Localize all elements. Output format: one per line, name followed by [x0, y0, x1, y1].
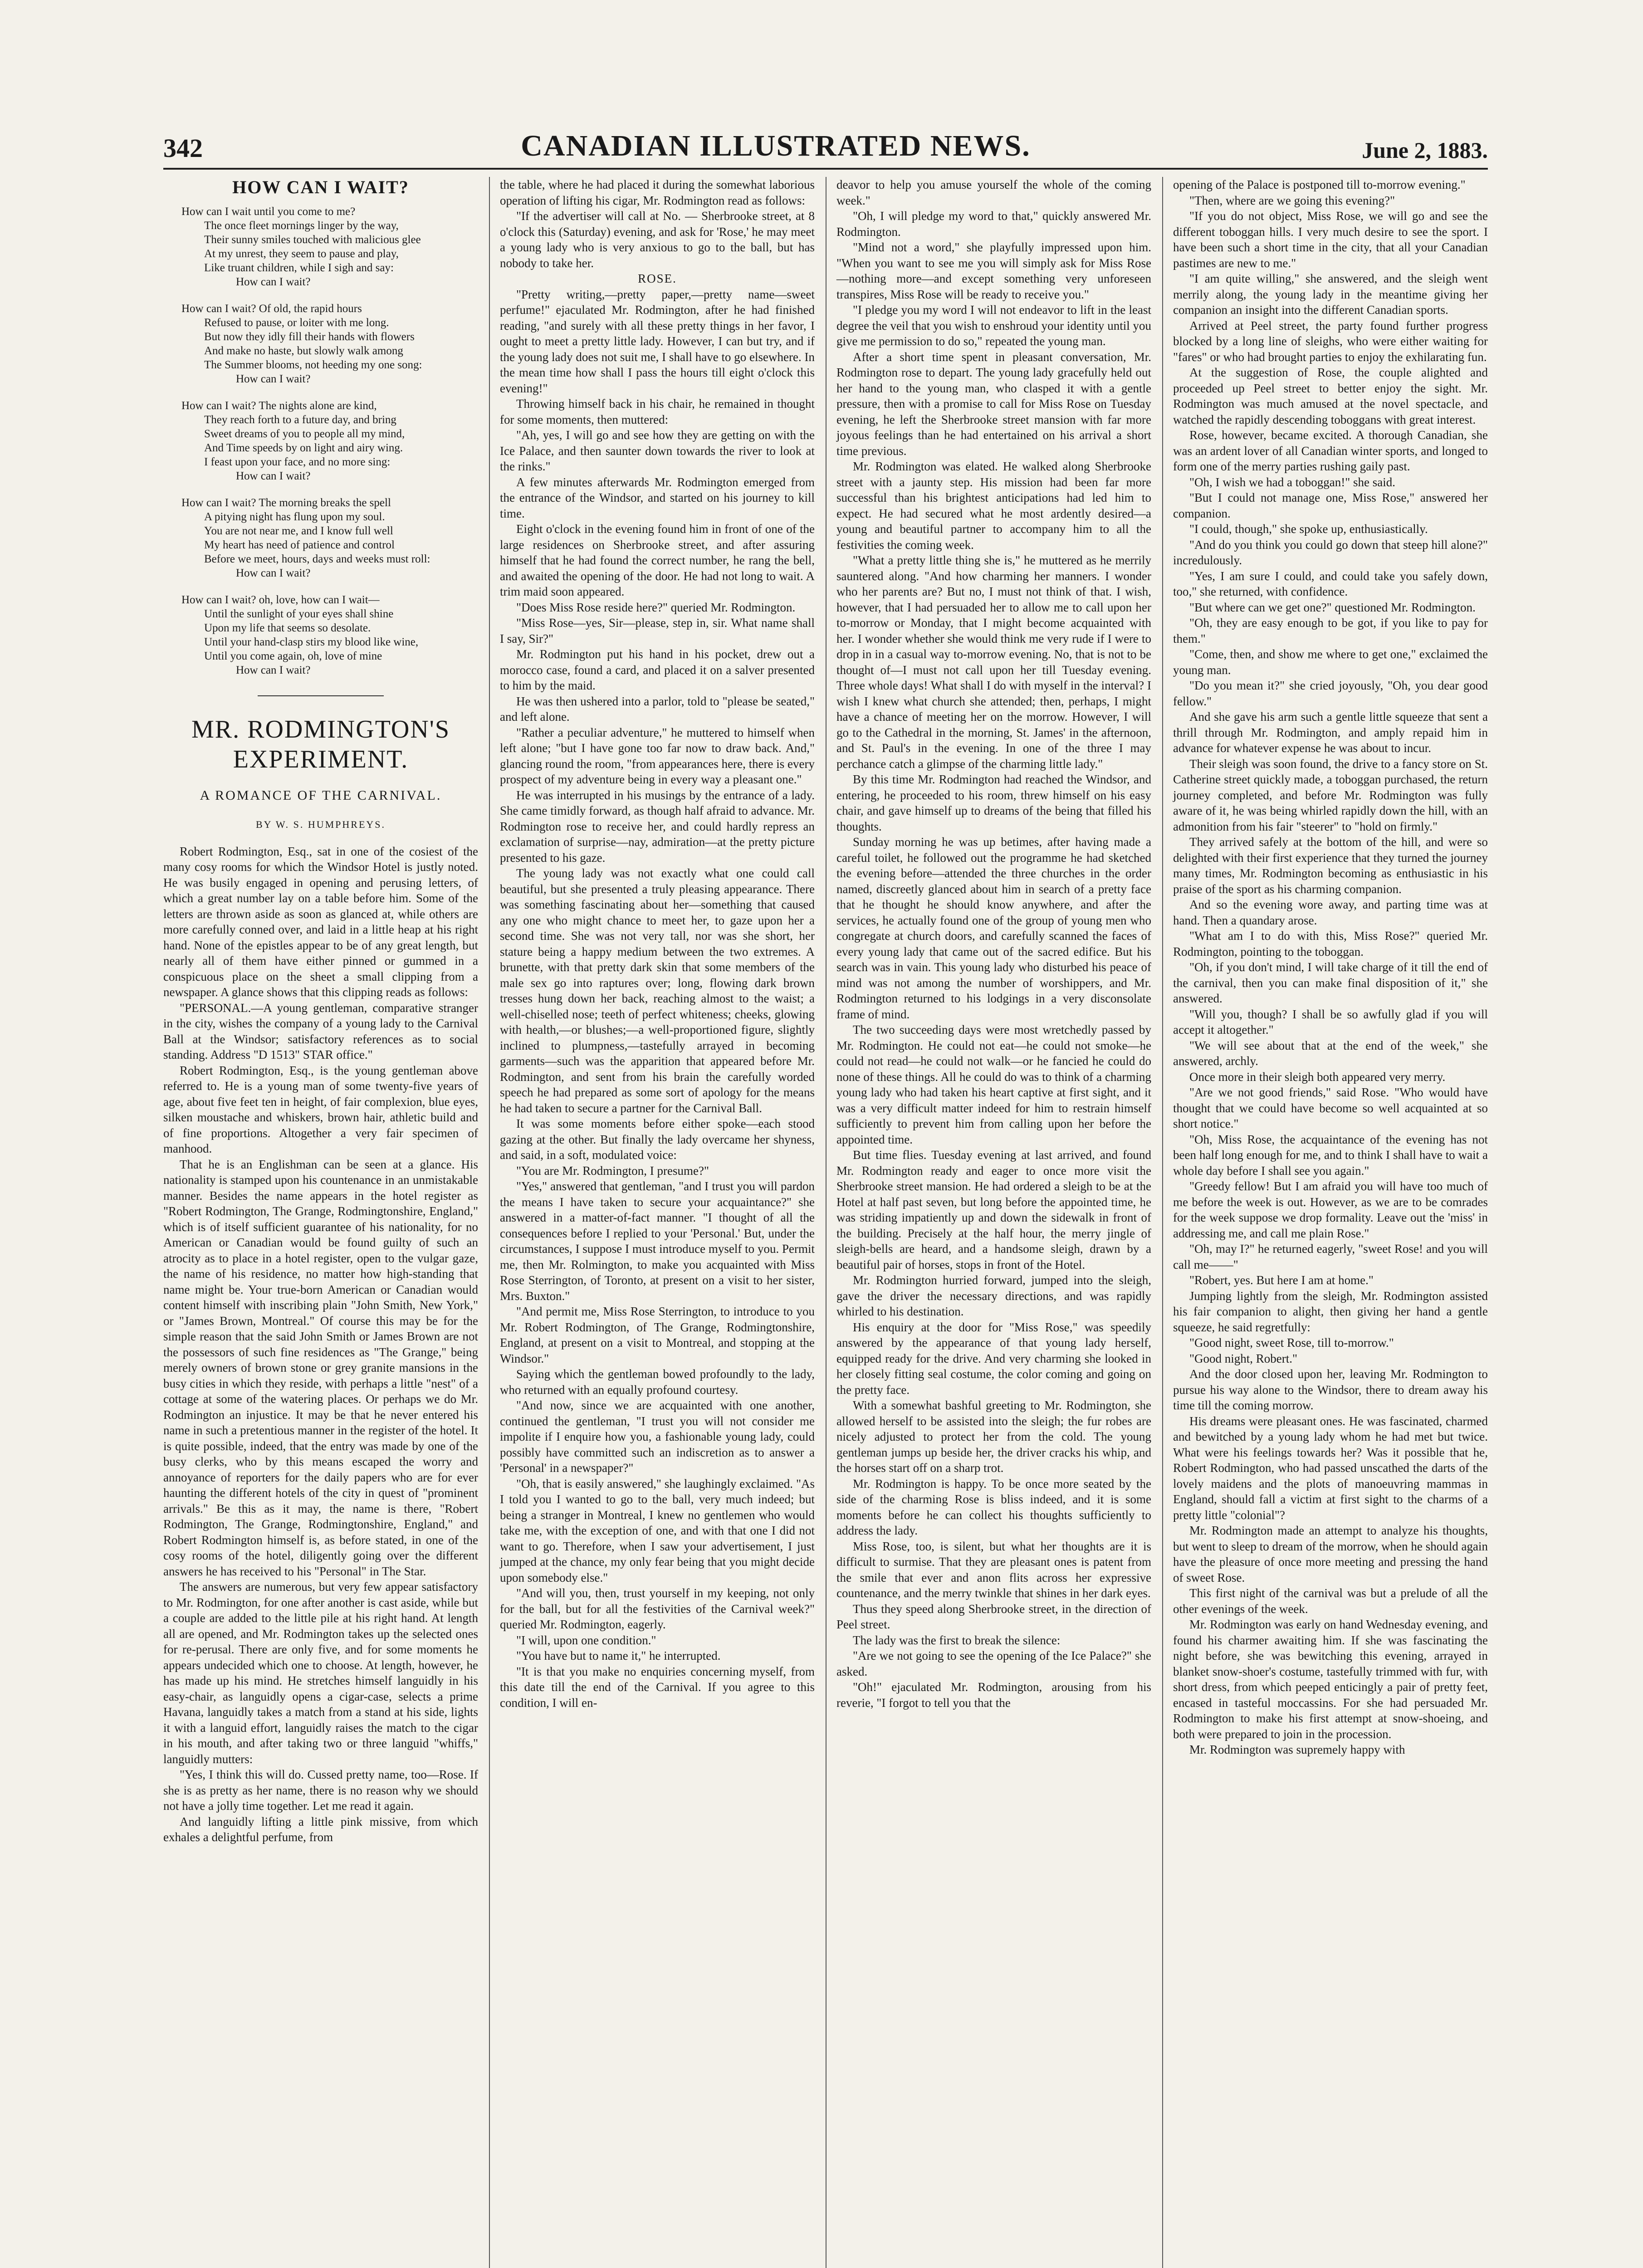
paragraph: Mr. Rodmington was supremely happy with — [1189, 1743, 1405, 1756]
poem-line: How can I wait? — [236, 664, 311, 676]
poem-line: How can I wait? The morning breaks the spell — [181, 496, 391, 509]
paragraph: "Oh, they are easy enough to be got, if you like to pay for them." — [1173, 616, 1488, 645]
paragraph: Mr. Rodmington made an attempt to analyze his thoughts, but went to sleep to dream of the morrow, when he should again have the pleasure of once more meeting and pressing the hand of sweet Rose. — [1173, 1524, 1488, 1584]
issue-date: June 2, 1883. — [1362, 137, 1488, 163]
paragraph: A few minutes afterwards Mr. Rodmington emerged from the entrance of the Windsor, and started on his journey to kill time. — [500, 475, 815, 520]
paragraph: "Come, then, and show me where to get one," exclaimed the young man. — [1173, 647, 1488, 677]
column-1-body — [163, 844, 478, 1845]
paragraph: "What am I to do with this, Miss Rose?" queried Mr. Rodmington, pointing to the toboggan. — [1173, 929, 1488, 958]
paragraph: Once more in their sleigh both appeared very merry. — [1189, 1070, 1446, 1084]
paragraph: "Yes," answered that gentleman, "and I trust you will pardon the means I have taken to secure your acquaintance?" she answered in a matter-of-fact manner. "I thought of all the consequences before I replied to your 'Personal.' But, under the circumstances, I suppose I must introduce myself to you. Permit me, then Mr. Rolmington, to make you acquainted with Miss Rose Sterrington, of Toronto, at present on a visit to her sister, Mrs. Buxton." — [500, 1179, 815, 1303]
poem-line: How can I wait? — [236, 372, 311, 385]
poem-line: Before we meet, hours, days and weeks must roll: — [204, 552, 430, 565]
paragraph: "If you do not object, Miss Rose, we will go and see the different toboggan hills. I very much desire to see the sport. I have been such a short time in the city, that all your Canadian pastimes are new to me." — [1173, 209, 1488, 270]
paragraph: Robert Rodmington, Esq., is the young gentleman above referred to. He is a young man of some twenty-five years of age, about five feet ten in height, of fair complexion, blue eyes, silken moustache and whiskers, brown hair, athletic build and of fine proportions. Altogether a very fair specimen of manhood. — [163, 1063, 478, 1155]
paragraph: "I could, though," she spoke up, enthusiastically. — [1189, 522, 1428, 536]
paragraph: His enquiry at the door for "Miss Rose," was speedily answered by the appearance of that young lady herself, equipped ready for the drive. And very charming she looked in her closely fitting seal costume, the color coming and going on the pretty face. — [836, 1320, 1151, 1397]
paragraph: "PERSONAL.—A young gentleman, comparative stranger in the city, wishes the company of a young lady to the Carnival Ball at the Windsor; satisfactory references as to social standing. Address "D 1513" STAR office." — [163, 1001, 478, 1061]
paragraph: Robert Rodmington, Esq., sat in one of the cosiest of the many cosy rooms for which the Windsor Hotel is justly noted. He was busily engaged in opening and perusing letters, of which a great number lay on a table before him. Some of the letters are thrown aside as soon as glanced at, while others are more carefully conned over, and laid in a little heap at his right hand. None of the epistles appear to be of any great length, but nearly all of them have either pinned or gummed in a conspicuous place on the sheet a small clipping from a newspaper. A glance shows that this clipping reads as follows: — [163, 844, 478, 999]
paragraph: But time flies. Tuesday evening at last arrived, and found Mr. Rodmington ready and eager to once more visit the Sherbrooke street mansion. He had ordered a sleigh to be at the Hotel at half past seven, but long before the appointed time, he was striding impatiently up and down the sidewalk in front of the building. Precisely at the half hour, the merry jingle of sleigh-bells are heard, and a handsome sleigh, drawn by a beautiful pair of horses, stops in front of the Hotel. — [836, 1148, 1151, 1271]
paragraph: "Robert, yes. But here I am at home." — [1189, 1273, 1374, 1287]
paragraph: "Oh, if you don't mind, I will take charge of it till the end of the carnival, then you can make final disposition of it," she answered. — [1173, 960, 1488, 1005]
poem-body — [163, 205, 478, 677]
paragraph: "You have but to name it," he interrupted. — [516, 1649, 721, 1662]
paragraph: And the door closed upon her, leaving Mr. Rodmington to pursue his way alone to the Windsor, there to dream away his time till the coming morrow. — [1173, 1367, 1488, 1412]
paragraph: "Yes, I think this will do. Cussed pretty name, too—Rose. If she is as pretty as her name, there is no reason why we should not have a jolly time together. Let me read it again. — [163, 1768, 478, 1813]
paragraph: He was then ushered into a parlor, told to "please be seated," and left alone. — [500, 694, 815, 723]
paragraph: "And permit me, Miss Rose Sterrington, to introduce to you Mr. Robert Rodmington, of The Grange, Rodmingtonshire, England, at present on a visit to Montreal, and stopping at the Windsor." — [500, 1305, 815, 1365]
paragraph: By this time Mr. Rodmington had reached the Windsor, and entering, he proceeded to his room, threw himself on his easy chair, and gave himself up to dreams of the being that filled his thoughts. — [836, 772, 1151, 833]
masthead — [163, 113, 1488, 170]
paragraph: "Rather a peculiar adventure," he muttered to himself when left alone; "but I have gone too far now to draw back. And," glancing round the room, "from appearances here, there is every prospect of my adventure being in every way a pleasant one." — [500, 725, 815, 786]
paragraph: Eight o'clock in the evening found him in front of one of the large residences on Sherbrooke street, and after assuring himself that he had found the correct number, he rang the bell, and awaited the opening of the door. He had not long to wait. A trim maid soon appeared. — [500, 522, 815, 598]
poem-stanza — [163, 302, 478, 386]
paragraph: "Pretty writing,—pretty paper,—pretty name—sweet perfume!" ejaculated Mr. Rodmington, after he had finished reading, "and surely with all these pretty things in her favor, I ought to meet a pretty little lady. However, I can but try, and if the young lady does not suit me, I shall have to go elsewhere. In the mean time how shall I pass the hours till eight o'clock this evening!" — [500, 287, 815, 395]
poem-line: They reach forth to a future day, and bring — [204, 413, 396, 426]
paragraph: "And will you, then, trust yourself in my keeping, not only for the ball, but for all the festivities of the Carnival week?" queried Mr. Rodmington, eagerly. — [500, 1586, 815, 1631]
paragraph: The young lady was not exactly what one could call beautiful, but she presented a truly pleasing appearance. There was something fascinating about her—something that caused any one who might chance to meet her, to gaze upon her a second time. She was not very tall, nor was she short, her stature being a happy medium between the two extremes. A brunette, with that pretty dark skin that some members of the male sex go into raptures over; long, flowing dark brown tresses hung down her back, reaching almost to the waist; a well-chiselled nose; teeth of perfect whiteness; cheeks, glowing with health,—or blushes;—a well-proportioned figure, slightly inclined to plumpness,—tastefully arrayed in becoming garments—such was the apparition that appeared before Mr. Rodmington, and sent from his brain the carefully worded speech he had prepared as some sort of apology for the means he had taken to secure a partner for the Carnival Ball. — [500, 866, 815, 1115]
paragraph: "And now, since we are acquainted with one another, continued the gentleman, "I trust you will not consider me impolite if I enquire how you, a fashionable young lady, could possibly have committed such an indiscretion as to answer a 'Personal' in a newspaper?" — [500, 1398, 815, 1475]
paragraph: "Do you mean it?" she cried joyously, "Oh, you dear good fellow." — [1173, 679, 1488, 708]
paragraph: Rose, however, became excited. A thorough Canadian, she was an ardent lover of all Canadian winter sports, and longed to form one of the merry parties rushing gaily past. — [1173, 428, 1488, 473]
paragraph: ROSE. — [638, 272, 677, 285]
paragraph: And she gave his arm such a gentle little squeeze that sent a thrill through Mr. Rodmington, and amply repaid him in advance for whatever expense he was about to incur. — [1173, 710, 1488, 755]
column-2 — [489, 177, 815, 2268]
poem-line: A pitying night has flung upon my soul. — [204, 510, 385, 523]
paragraph: "Does Miss Rose reside here?" queried Mr. Rodmington. — [516, 600, 796, 614]
paragraph: "But where can we get one?" questioned Mr. Rodmington. — [1189, 600, 1476, 614]
paragraph: Mr. Rodmington hurried forward, jumped into the sleigh, gave the driver the necessary directions, and was rapidly whirled to his destination. — [836, 1273, 1151, 1318]
paragraph: His dreams were pleasant ones. He was fascinated, charmed and bewitched by a young lady whom he had met but twice. What were his feelings towards her? Was it possible that he, Robert Rodmington, who had passed unscathed the darts of the lovely maidens and the plots of manoeuvring mammas in England, should fall a victim at first sight to the charms of a pretty little "colonial"? — [1173, 1414, 1488, 1522]
paragraph: "Oh, may I?" he returned eagerly, "sweet Rose! and you will call me——" — [1173, 1242, 1488, 1271]
poem-line: How can I wait until you come to me? — [181, 205, 356, 218]
paragraph: Sunday morning he was up betimes, after having made a careful toilet, he followed out the programme he had sketched the evening before—attended the three churches in the order named, discreetly glanced about him in search of a pretty face that he thought he should know anywhere, and after the services, he actually found one of the group of young men who congregate at church doors, and carefully scanned the faces of every young lady that came out of the sacred edifice. But his search was in vain. This young lady who disturbed his peace of mind was not among the number of worshippers, and Mr. Rodmington returned to his lodgings in a very disconsolate frame of mind. — [836, 835, 1151, 1021]
paragraph: They arrived safely at the bottom of the hill, and were so delighted with their first experience that they turned the journey many times, Mr. Rodmington becoming as enthusiastic in his praise of the sport as his charming companion. — [1173, 835, 1488, 896]
divider — [258, 695, 384, 696]
poem-line: Like truant children, while I sigh and say: — [204, 261, 394, 274]
paragraph: And so the evening wore away, and parting time was at hand. Then a quandary arose. — [1173, 898, 1488, 927]
poem-line: And make no haste, but slowly walk among — [204, 344, 403, 357]
paragraph: "Good night, sweet Rose, till to-morrow." — [1189, 1336, 1394, 1349]
paragraph: "Will you, though? I shall be so awfully glad if you will accept it altogether." — [1173, 1007, 1488, 1036]
paragraph: And languidly lifting a little pink missive, from which exhales a delightful perfume, from — [163, 1814, 478, 1844]
paragraph: The two succeeding days were most wretchedly passed by Mr. Rodmington. He could not eat—he could not smoke—he could not read—he could not walk—or he fancied he could do none of these things. All he could do was to think of a charming young lady who had taken his heart captive at first sight, and it was a very difficult matter indeed for him to restrain himself sufficiently to prevent him from calling upon her before the appointed time. — [836, 1023, 1151, 1146]
paragraph: "Yes, I am sure I could, and could take you safely down, too," she returned, with confidence. — [1173, 569, 1488, 598]
paragraph: Throwing himself back in his chair, he remained in thought for some moments, then muttered: — [500, 397, 815, 426]
poem-line: Until your hand-clasp stirs my blood like wine, — [204, 635, 419, 648]
paragraph: "You are Mr. Rodmington, I presume?" — [516, 1163, 709, 1178]
paragraph: "But I could not manage one, Miss Rose," answered her companion. — [1173, 491, 1488, 520]
paragraph: This first night of the carnival was but a prelude of all the other evenings of the week. — [1173, 1586, 1488, 1616]
poem-line: Their sunny smiles touched with malicious glee — [204, 233, 421, 246]
paragraph: The lady was the first to break the silence: — [853, 1633, 1061, 1647]
poem-line: How can I wait? — [236, 275, 311, 288]
paragraph: "If the advertiser will call at No. — Sherbrooke street, at 8 o'clock this (Saturday) evening, and ask for 'Rose,' he may meet a young lady who is very anxious to go to the ball, but has nobody to take her. — [500, 209, 815, 270]
newspaper-page — [163, 113, 1488, 2268]
paragraph: "Oh!" ejaculated Mr. Rodmington, arousing from his reverie, "I forgot to tell you that the — [836, 1680, 1151, 1710]
column-3 — [826, 177, 1151, 2268]
poem-line: Refused to pause, or loiter with me long. — [204, 316, 389, 329]
paragraph: "And do you think you could go down that steep hill alone?" incredulously. — [1173, 538, 1488, 567]
poem-stanza — [163, 496, 478, 580]
paragraph: "I will, upon one condition." — [516, 1633, 656, 1647]
paragraph: "What a pretty little thing she is," he muttered as he merrily sauntered along. "And how charming her manners. I wonder who her parents are? But no, I must not think of that. I wish, however, that I had persuaded her to allow me to call upon her to-morrow or Monday, that I might become acquainted with her. I wonder whether she would think me very rude if I were to drop in in a casual way to-morrow evening. No, that is not to be thought of—I must not call upon her till Tuesday evening. Three whole days! What shall I do with myself in the interval? I wish I knew what church she attended; then, perhaps, I might have a chance of meeting her on the morrow. However, I will go to the Cathedral in the morning, St. James' in the afternoon, and St. Paul's in the evening. In one of the three I may perchance catch a glimpse of the charming little lady." — [836, 553, 1151, 771]
story-title: MR. RODMINGTON'S EXPERIMENT. — [191, 715, 450, 773]
poem-stanza — [163, 399, 478, 483]
paragraph: "Are we not going to see the opening of the Ice Palace?" she asked. — [836, 1649, 1151, 1678]
paragraph: deavor to help you amuse yourself the whole of the coming week." — [836, 178, 1151, 207]
paragraph: "Are we not good friends," said Rose. "Who would have thought that we could have become so well acquainted at so short notice." — [1173, 1085, 1488, 1130]
column-3-body — [836, 177, 1151, 1711]
newspaper-title: CANADIAN ILLUSTRATED NEWS. — [521, 129, 1031, 162]
poem-title: HOW CAN I WAIT? — [232, 177, 409, 197]
column-1 — [163, 177, 478, 2268]
paragraph: It was some moments before either spoke—each stood gazing at the other. But finally the lady overcame her shyness, and said, in a soft, modulated voice: — [500, 1117, 815, 1162]
paragraph: Jumping lightly from the sleigh, Mr. Rodmington assisted his fair companion to alight, then giving her hand a gentle squeeze, he said regretfully: — [1173, 1289, 1488, 1334]
column-4-body — [1173, 177, 1488, 1758]
poem-line: The once fleet mornings linger by the way, — [204, 219, 399, 232]
paragraph: Mr. Rodmington was elated. He walked along Sherbrooke street with a jaunty step. His mission had been far more successful than his brightest anticipations had led him to expect. He had secured what he most ardently desired—a young and beautiful partner to accompany him to all the festivities the coming week. — [836, 459, 1151, 552]
paragraph: Arrived at Peel street, the party found further progress blocked by a long line of sleighs, who were either waiting for "fares" or who had brought parties to enjoy the exhilarating fun. — [1173, 318, 1488, 364]
paragraph: Their sleigh was soon found, the drive to a fancy store on St. Catherine street quickly made, a toboggan purchased, the return journey completed, and before Mr. Rodmington was fully aware of it, he was being whirled rapidly down the hill, with an admonition from his fair "steerer" to "hold on firmly." — [1173, 757, 1488, 833]
paragraph: "I am quite willing," she answered, and the sleigh went merrily along, the young lady in the meantime giving her companion an insight into the different Canadian sports. — [1173, 272, 1488, 317]
paragraph: After a short time spent in pleasant conversation, Mr. Rodmington rose to depart. The young lady gracefully held out her hand to the young man, who clasped it with a gentle pressure, then with a promise to call for Miss Rose on Tuesday evening, he left the Sherbrooke street mansion with far more joyous feelings than he had entertained on his arrival a short time previous. — [836, 350, 1151, 458]
paragraph: Mr. Rodmington was early on hand Wednesday evening, and found his charmer awaiting him. If she was fascinating the night before, she was bewitching this evening, arrayed in blanket snow-shoer's costume, tastefully trimmed with fur, with short dress, from which peeped enticingly a pair of pretty feet, encased in tasteful moccassins. For she had persuaded Mr. Rodmington to make his first attempt at snow-shoeing, and both were prepared to join in the procession. — [1173, 1618, 1488, 1741]
poem-stanza — [163, 593, 478, 677]
poem-line: At my unrest, they seem to pause and play, — [204, 247, 399, 260]
paragraph: Mr. Rodmington put his hand in his pocket, drew out a morocco case, found a card, and placed it on a salver presented to him by the maid. — [500, 647, 815, 692]
column-4 — [1162, 177, 1488, 2268]
paragraph: Saying which the gentleman bowed profoundly to the lady, who returned with an equally profound courtesy. — [500, 1367, 815, 1397]
paragraph: "Oh, I wish we had a toboggan!" she said. — [1189, 475, 1395, 489]
paragraph: "It is that you make no enquiries concerning myself, from this date till the end of the Carnival. If you agree to this condition, I will en- — [500, 1664, 815, 1710]
poem-line: But now they idly fill their hands with flowers — [204, 330, 415, 343]
poem-line: Upon my life that seems so desolate. — [204, 621, 371, 634]
paragraph: He was interrupted in his musings by the entrance of a lady. She came timidly forward, as though half afraid to advance. Mr. Rodmington rose to receive her, and could hardly repress an exclamation of surprise—nay, admiration—at the pretty picture presented to his gaze. — [500, 788, 815, 865]
paragraph: With a somewhat bashful greeting to Mr. Rodmington, she allowed herself to be assisted into the sleigh; the fur robes are nicely adjusted to protect her from the cold. The young gentleman jumps up beside her, the driver cracks his whip, and the horses start off on a sharp trot. — [836, 1398, 1151, 1475]
poem-line: Until the sunlight of your eyes shall shine — [204, 607, 394, 620]
paragraph: "I pledge you my word I will not endeavor to lift in the least degree the veil that you wish to enshroud your identity until you give me permission to do so," repeated the young man. — [836, 303, 1151, 348]
poem-stanza — [163, 205, 478, 289]
text-columns — [163, 177, 1488, 2268]
story-byline: BY W. S. HUMPHREYS. — [255, 819, 386, 830]
poem-line: How can I wait? The nights alone are kind, — [181, 399, 377, 412]
poem-line: My heart has need of patience and control — [204, 538, 395, 551]
column-2-body — [500, 177, 815, 1711]
paragraph: "Then, where are we going this evening?" — [1189, 193, 1395, 207]
paragraph: "Oh, Miss Rose, the acquaintance of the evening has not been half long enough for me, and to think I shall have to wait a whole day before I shall see you again." — [1173, 1132, 1488, 1178]
paragraph: At the suggestion of Rose, the couple alighted and proceeded up Peel street to better enjoy the sight. Mr. Rodmington was much amused at the novel spectacle, and watched the rapidly descending toboggans with great interest. — [1173, 366, 1488, 426]
paragraph: That he is an Englishman can be seen at a glance. His nationality is stamped upon his countenance in an unmistakable manner. Besides the name appears in the hotel register as "Robert Rodmington, The Grange, Rodmingtonshire, England," which is of itself sufficient guarantee of his nationality, for no American or Canadian would be found guilty of such an atrocity as to place in a hotel register, open to the vulgar gaze, the name of his residence, no matter how high-standing that name might be. Your true-born American or Canadian would content himself with inscribing plain "John Smith, New York," or "James Brown, Montreal." Of course this may be for the simple reason that the said John Smith or James Brown are not the possessors of such fine residences as "The Grange," being merely owners of brown stone or grey granite mansions in the busy cities in which they reside, with perhaps a little "nest" of a cottage at some of the watering places. Or perhaps we do Mr. Rodmington an injustice. It may be that he never entered his name in such a pretentious manner in the register of the hotel. It is quite possible, indeed, that the entry was made by one of the busy clerks, who by this means escaped the worry and annoyance of reporters for the daily papers who are for ever haunting the different hotels of the city in quest of "prominent arrivals." Be this as it may, the name is there, "Robert Rodmington, The Grange, Rodmingtonshire, England," and Robert Rodmington himself is, as before stated, in one of the cosy rooms of the hotel, diligently going over the different answers he has received to his "Personal" in The Star. — [163, 1157, 478, 1578]
poem-line: I feast upon your face, and no more sing: — [204, 455, 391, 468]
poem-line: How can I wait? Of old, the rapid hours — [181, 302, 362, 315]
paragraph: "Ah, yes, I will go and see how they are getting on with the Ice Palace, and then saunter down towards the river to look at the rinks." — [500, 428, 815, 473]
poem-line: How can I wait? oh, love, how can I wait— — [181, 593, 380, 606]
poem-line: You are not near me, and I know full well — [204, 524, 393, 537]
paragraph: "Oh, that is easily answered," she laughingly exclaimed. "As I told you I wanted to go to the ball, very much indeed; but being a stranger in Montreal, I knew no gentlemen who would take me, with the exception of one, and with that one I did not want to go. Therefore, when I saw your advertisement, I just jumped at the chance, my only fear being that you might decide upon somebody else." — [500, 1476, 815, 1584]
paragraph: Mr. Rodmington is happy. To be once more seated by the side of the charming Rose is bliss indeed, and it is some moments before he can collect his thoughts sufficiently to address the lady. — [836, 1476, 1151, 1537]
paragraph: "Good night, Robert." — [1189, 1351, 1298, 1365]
poem-line: Sweet dreams of you to people all my mind, — [204, 427, 405, 440]
paragraph: "We will see about that at the end of the week," she answered, archly. — [1173, 1038, 1488, 1068]
paragraph: Miss Rose, too, is silent, but what her thoughts are it is difficult to surmise. That they are pleasant ones is patent from the smile that ever and anon flits across her expressive countenance, and the merry twinkle that shines in her dark eyes. — [836, 1539, 1151, 1600]
paragraph: "Greedy fellow! But I am afraid you will have too much of me before the week is out. However, as we are to be comrades for the week suppose we drop formality. Leave out the 'miss' in addressing me, and call me plain Rose." — [1173, 1179, 1488, 1240]
paragraph: "Oh, I will pledge my word to that," quickly answered Mr. Rodmington. — [836, 209, 1151, 239]
page-number: 342 — [163, 133, 203, 163]
paragraph: The answers are numerous, but very few appear satisfactory to Mr. Rodmington, for one after another is cast aside, while but a couple are added to the little pile at his right hand. At length all are opened, and Mr. Rodmington takes up the selected ones for re-perusal. There are only five, and for some moments he appears undecided which one to choose. At length, however, he has made up his mind. He stretches himself languidly in his easy-chair, as languidly opens a cigar-case, selects a prime Havana, languidly takes a match from a stand at his side, lights it with a languid effort, languidly raises the match to the cigar in his mouth, and after taking two or three languid "whiffs," languidly mutters: — [163, 1580, 478, 1766]
poem-line: How can I wait? — [236, 469, 311, 482]
paragraph: "Miss Rose—yes, Sir—please, step in, sir. What name shall I say, Sir?" — [500, 616, 815, 645]
paragraph: "Mind not a word," she playfully impressed upon him. "When you want to see me you will simply ask for Miss Rose—nothing more—and except something very unforeseen transpires, Miss Rose will be ready to receive you." — [836, 240, 1151, 301]
paragraph: opening of the Palace is postponed till to-morrow evening." — [1173, 178, 1466, 191]
paragraph: the table, where he had placed it during the somewhat laborious operation of lifting his cigar, Mr. Rodmington read as follows: — [500, 178, 815, 207]
story-subtitle: A ROMANCE OF THE CARNIVAL. — [200, 787, 442, 803]
paragraph: Thus they speed along Sherbrooke street, in the direction of Peel street. — [836, 1602, 1151, 1631]
poem-line: And Time speeds by on light and airy wing. — [204, 441, 403, 454]
poem-line: Until you come again, oh, love of mine — [204, 650, 382, 662]
poem-line: How can I wait? — [236, 567, 311, 579]
poem-line: The Summer blooms, not heeding my one song: — [204, 358, 422, 371]
